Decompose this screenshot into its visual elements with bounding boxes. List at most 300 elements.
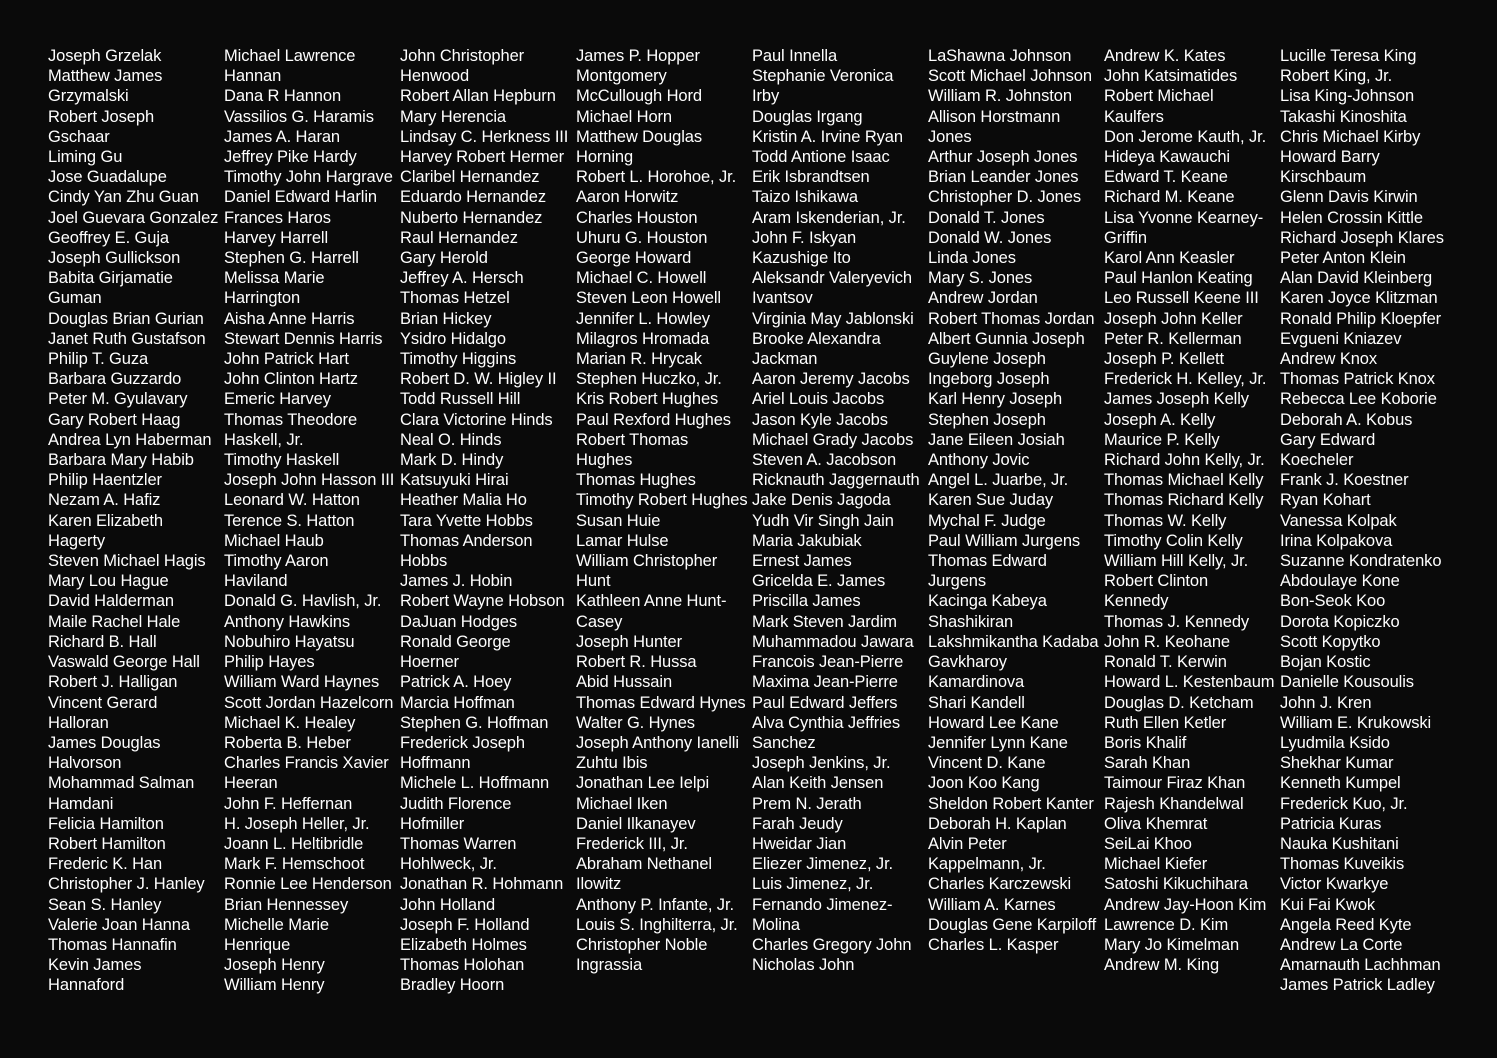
name-entry: Priscilla James	[752, 592, 861, 611]
name-entry: Marian R. Hrycak	[576, 350, 702, 369]
name-entry: Melissa Marie Harrington	[224, 269, 325, 308]
name-entry: Douglas Brian Gurian	[48, 309, 204, 328]
name-entry: William Henry	[224, 976, 325, 995]
name-entry: Victor Kwarkye	[1280, 875, 1389, 894]
name-entry: Paul William Jurgens	[928, 531, 1081, 550]
name-entry: Richard Joseph Klares	[1280, 228, 1444, 247]
name-entry: Thomas Hannafin	[48, 935, 177, 954]
name-column-2	[224, 46, 400, 996]
name-entry: Jane Eileen Josiah	[928, 430, 1065, 449]
name-entry: Stephanie Veronica Irby	[752, 67, 894, 106]
name-entry: Hideya Kawauchi	[1104, 148, 1230, 167]
name-entry: Thomas Theodore Haskell, Jr.	[224, 410, 358, 449]
name-entry: Bradley Hoorn	[400, 976, 505, 995]
name-entry: Kathleen Anne Hunt-Casey	[576, 592, 727, 631]
name-entry: Helen Crossin Kittle	[1280, 208, 1423, 227]
name-entry: Steven A. Jacobson	[752, 451, 897, 470]
name-entry: Brian Leander Jones	[928, 168, 1079, 187]
name-entry: Peter M. Gyulavary	[48, 390, 188, 409]
name-entry: Andrew Jay-Hoon Kim	[1104, 895, 1267, 914]
name-entry: Mary Jo Kimelman	[1104, 935, 1240, 954]
name-entry: Aaron Horwitz	[576, 188, 679, 207]
name-entry: Donald G. Havlish, Jr.	[224, 592, 382, 611]
name-entry: Ysidro Hidalgo	[400, 329, 506, 348]
name-entry: Albert Gunnia Joseph	[928, 329, 1085, 348]
name-column-5	[752, 46, 928, 975]
name-entry: Taimour Firaz Khan	[1104, 774, 1246, 793]
name-entry: Amarnauth Lachhman	[1280, 956, 1441, 975]
name-entry: John F. Iskyan	[752, 228, 857, 247]
name-entry: Robert D. W. Higley II	[400, 370, 557, 389]
name-entry: John J. Kren	[1280, 693, 1372, 712]
name-entry: Linda Jones	[928, 249, 1016, 268]
name-entry: Aisha Anne Harris	[224, 309, 355, 328]
name-entry: Karen Sue Juday	[928, 491, 1054, 510]
name-entry: Philip T. Guza	[48, 350, 149, 369]
name-entry: Guylene Joseph	[928, 350, 1046, 369]
name-entry: Mohammad Salman Hamdani	[48, 774, 195, 813]
name-entry: Gary Edward Koecheler	[1280, 430, 1376, 470]
name-entry: Abid Hussain	[576, 673, 673, 692]
name-entry: Ricknauth Jaggernauth	[752, 471, 920, 490]
name-entry: Chris Michael Kirby	[1280, 127, 1421, 146]
name-entry: Karen Joyce Klitzman	[1280, 289, 1438, 308]
name-entry: Mark F. Hemschoot	[224, 855, 365, 874]
name-entry: Raul Hernandez	[400, 228, 518, 247]
name-entry: Kazushige Ito	[752, 249, 851, 268]
name-entry: Joseph A. Kelly	[1104, 410, 1216, 429]
name-entry: Richard B. Hall	[48, 632, 157, 651]
name-entry: Todd Russell Hill	[400, 390, 521, 409]
name-entry: Michael K. Healey	[224, 713, 356, 732]
name-entry: Stephen G. Harrell	[224, 249, 359, 268]
name-entry: Aaron Jeremy Jacobs	[752, 370, 910, 389]
name-entry: Leonard W. Hatton	[224, 491, 360, 510]
name-entry: Harvey Robert Hermer	[400, 148, 564, 167]
name-entry: Valerie Joan Hanna	[48, 915, 190, 934]
name-entry: Thomas Michael Kelly	[1104, 471, 1264, 490]
name-entry: Arthur Joseph Jones	[928, 148, 1078, 167]
name-entry: Irina Kolpakova	[1280, 531, 1393, 550]
name-entry: Paul Innella	[752, 47, 838, 65]
name-entry: Mary Herencia	[400, 107, 506, 126]
name-column-6	[928, 46, 1104, 955]
name-entry: Michael Grady Jacobs	[752, 430, 914, 449]
name-entry: Roberta B. Heber	[224, 733, 351, 752]
name-column-4	[576, 46, 752, 975]
name-entry: Harvey Harrell	[224, 228, 329, 247]
name-entry: Joseph John Keller	[1104, 309, 1243, 328]
name-entry: Vincent Gerard Halloran	[48, 693, 158, 732]
name-entry: Oliva Khemrat	[1104, 814, 1208, 833]
name-entry: William Ward Haynes	[224, 673, 380, 692]
name-entry: Thomas Hetzel	[400, 289, 510, 308]
name-entry: Douglas D. Ketcham	[1104, 693, 1254, 712]
name-entry: Stephen Huczko, Jr.	[576, 370, 722, 389]
name-entry: Nobuhiro Hayatsu	[224, 632, 355, 651]
name-entry: Stephen Joseph	[928, 410, 1046, 429]
name-entry: Dana R Hannon	[224, 87, 342, 106]
name-entry: Ariel Louis Jacobs	[752, 390, 885, 409]
name-entry: LaShawna Johnson	[928, 47, 1072, 65]
name-entry: Shari Kandell	[928, 693, 1025, 712]
name-entry: Dorota Kopiczko	[1280, 612, 1400, 631]
name-entry: Anthony P. Infante, Jr.	[576, 895, 734, 914]
name-entry: Elizabeth Holmes	[400, 935, 527, 954]
name-entry: Christopher D. Jones	[928, 188, 1081, 207]
name-entry: John Christopher Henwood	[400, 47, 525, 86]
name-entry: Robert King, Jr.	[1280, 67, 1393, 86]
name-entry: John R. Keohane	[1104, 632, 1231, 651]
name-entry: Andrew M. King	[1104, 956, 1220, 975]
name-entry: Michael Lawrence Hannan	[224, 47, 356, 86]
name-entry: Ronald Philip Kloepfer	[1280, 309, 1442, 328]
name-entry: Thomas Hughes	[576, 471, 696, 490]
name-entry: Ronnie Lee Henderson	[224, 875, 392, 894]
name-entry: Kristin A. Irvine Ryan	[752, 127, 903, 146]
name-entry: Suzanne Kondratenko	[1280, 552, 1442, 571]
name-entry: Jose Guadalupe	[48, 168, 167, 187]
name-entry: Anthony Jovic	[928, 451, 1030, 470]
name-entry: Heather Malia Ho	[400, 491, 527, 510]
name-entry: Montgomery McCullough Hord	[576, 67, 702, 106]
name-entry: Peter R. Kellerman	[1104, 329, 1242, 348]
name-entry: Clara Victorine Hinds	[400, 410, 553, 429]
name-entry: Deborah H. Kaplan	[928, 814, 1067, 833]
name-entry: Angel L. Juarbe, Jr.	[928, 471, 1069, 490]
name-entry: Andrew Knox	[1280, 350, 1378, 369]
name-entry: Brian Hickey	[400, 309, 492, 328]
name-entry: Stewart Dennis Harris	[224, 329, 383, 348]
name-entry: John F. Heffernan	[224, 794, 353, 813]
name-entry: Timothy Aaron Haviland	[224, 552, 329, 591]
name-entry: Ronald T. Kerwin	[1104, 653, 1227, 672]
name-entry: Robert J. Halligan	[48, 673, 178, 692]
name-entry: Ryan Kohart	[1280, 491, 1371, 510]
name-entry: Marcia Hoffman	[400, 693, 515, 712]
name-entry: George Howard	[576, 249, 692, 268]
name-entry: Mary Lou Hague	[48, 572, 169, 591]
name-entry: Michele L. Hoffmann	[400, 774, 550, 793]
name-entry: Frederick III, Jr.	[576, 834, 688, 853]
name-entry: Todd Antione Isaac	[752, 148, 890, 167]
name-entry: Joseph P. Kellett	[1104, 350, 1224, 369]
name-entry: Claribel Hernandez	[400, 168, 540, 187]
name-entry: Lyudmila Ksido	[1280, 733, 1390, 752]
name-entry: Bojan Kostic	[1280, 653, 1371, 672]
name-entry: Philip Haentzler	[48, 471, 162, 490]
name-entry: Lisa King-Johnson	[1280, 87, 1415, 106]
name-entry: Charles Gregory John	[752, 935, 912, 954]
name-entry: Ronald George Hoerner	[400, 632, 511, 672]
name-entry: DaJuan Hodges	[400, 612, 518, 631]
name-entry: Prem N. Jerath	[752, 794, 862, 813]
name-column-1	[48, 46, 224, 996]
name-entry: Scott Jordan Hazelcorn	[224, 693, 394, 712]
name-entry: Boris Khalif	[1104, 733, 1187, 752]
name-entry: Charles Houston	[576, 208, 698, 227]
name-entry: Philip Hayes	[224, 653, 315, 672]
name-entry: Danielle Kousoulis	[1280, 673, 1414, 692]
name-entry: Paul Rexford Hughes	[576, 410, 731, 429]
name-entry: James P. Hopper	[576, 47, 700, 65]
name-entry: Hweidar Jian	[752, 834, 847, 853]
name-entry: Farah Jeudy	[752, 814, 843, 833]
name-entry: Felicia Hamilton	[48, 814, 164, 833]
name-entry: Gavkharoy Kamardinova	[928, 653, 1025, 692]
name-entry: Karol Ann Keasler	[1104, 249, 1235, 268]
name-entry: Allison Horstmann Jones	[928, 107, 1061, 146]
name-entry: Nuberto Hernandez	[400, 208, 543, 227]
name-column-7	[1104, 46, 1280, 975]
name-entry: Gricelda E. James	[752, 572, 886, 591]
name-entry: Thomas Kuveikis	[1280, 855, 1405, 874]
name-entry: Joseph Anthony Ianelli	[576, 733, 739, 752]
name-entry: Frederick H. Kelley, Jr.	[1104, 370, 1267, 389]
name-entry: Ruth Ellen Ketler	[1104, 713, 1227, 732]
name-entry: John Clinton Hartz	[224, 370, 358, 389]
name-entry: Andrew K. Kates	[1104, 47, 1226, 65]
name-entry: Geoffrey E. Guja	[48, 228, 169, 247]
name-entry: Muhammadou Jawara	[752, 632, 914, 651]
name-entry: Andrea Lyn Haberman	[48, 430, 212, 449]
name-column-8	[1280, 46, 1456, 996]
name-entry: Susan Huie	[576, 511, 661, 530]
name-entry: James Patrick Ladley	[1280, 976, 1435, 995]
name-entry: Ingeborg Joseph	[928, 370, 1050, 389]
name-entry: Patrick A. Hoey	[400, 673, 512, 692]
name-entry: Robert Clinton Kennedy	[1104, 572, 1209, 611]
name-entry: James Douglas Halvorson	[48, 733, 161, 773]
name-entry: William R. Johnston	[928, 87, 1072, 106]
name-entry: Michael Kiefer	[1104, 855, 1208, 874]
name-entry: Walter G. Hynes	[576, 713, 695, 732]
name-entry: Robert Allan Hepburn	[400, 87, 556, 106]
name-entry: Paul Edward Jeffers	[752, 693, 898, 712]
name-entry: Robert Thomas Hughes	[576, 430, 689, 470]
name-entry: Luis Jimenez, Jr.	[752, 875, 874, 894]
name-entry: William A. Karnes	[928, 895, 1056, 914]
name-entry: William E. Krukowski	[1280, 713, 1432, 732]
name-entry: Thomas Holohan	[400, 956, 525, 975]
name-entry: Joseph F. Holland	[400, 915, 530, 934]
name-entry: Douglas Gene Karpiloff	[928, 915, 1097, 934]
name-entry: Babita Girjamatie Guman	[48, 269, 173, 308]
name-entry: Virginia May Jablonski	[752, 309, 914, 328]
name-entry: John Holland	[400, 895, 496, 914]
name-entry: Christopher Noble Ingrassia	[576, 935, 708, 975]
name-entry: Uhuru G. Houston	[576, 228, 708, 247]
name-entry: Donald T. Jones	[928, 208, 1045, 227]
name-entry: Abraham Nethanel Ilowitz	[576, 855, 712, 894]
name-entry: Jonathan R. Hohmann	[400, 875, 564, 894]
name-column-3	[400, 46, 576, 996]
name-entry: Michael Haub	[224, 531, 324, 550]
name-entry: Satoshi Kikuchihara	[1104, 875, 1248, 894]
name-entry: Sarah Khan	[1104, 754, 1191, 773]
name-entry: Douglas Irgang	[752, 107, 863, 126]
name-entry: Lamar Hulse	[576, 531, 669, 550]
name-entry: Don Jerome Kauth, Jr.	[1104, 127, 1267, 146]
name-entry: Mark Steven Jardim	[752, 612, 897, 631]
name-entry: Thomas Patrick Knox	[1280, 370, 1435, 389]
name-entry: Jeffrey Pike Hardy	[224, 148, 357, 167]
name-entry: Donald W. Jones	[928, 228, 1052, 247]
name-entry: Kui Fai Kwok	[1280, 895, 1376, 914]
name-entry: William Christopher Hunt	[576, 552, 718, 591]
name-entry: Milagros Hromada	[576, 329, 710, 348]
name-entry: Jennifer L. Howley	[576, 309, 710, 328]
name-entry: Kevin James Hannaford	[48, 956, 142, 995]
name-entry: Lakshmikantha Kadaba	[928, 632, 1099, 651]
name-entry: Lawrence D. Kim	[1104, 915, 1229, 934]
name-entry: Jennifer Lynn Kane	[928, 733, 1068, 752]
name-entry: Judith Florence Hofmiller	[400, 794, 512, 833]
name-entry: Andrew La Corte	[1280, 935, 1403, 954]
name-entry: Joseph Grzelak	[48, 47, 162, 65]
name-entry: Cindy Yan Zhu Guan	[48, 188, 199, 207]
name-entry: Brian Hennessey	[224, 895, 349, 914]
name-entry: Nicholas John	[752, 956, 855, 975]
name-entry: Timothy John Hargrave	[224, 168, 393, 187]
name-entry: Andrew Jordan	[928, 289, 1038, 308]
name-entry: Michelle Marie Henrique	[224, 915, 329, 954]
name-entry: Richard John Kelly, Jr.	[1104, 451, 1265, 470]
name-entry: Shekhar Kumar	[1280, 754, 1394, 773]
name-entry: David Halderman	[48, 592, 174, 611]
name-entry: Emeric Harvey	[224, 390, 331, 409]
name-entry: Alan David Kleinberg	[1280, 269, 1433, 288]
name-entry: Gary Herold	[400, 249, 488, 268]
name-entry: Kris Robert Hughes	[576, 390, 719, 409]
name-entry: William Hill Kelly, Jr.	[1104, 552, 1249, 571]
name-entry: Francois Jean-Pierre	[752, 653, 904, 672]
name-entry: Charles L. Kasper	[928, 935, 1059, 954]
name-entry: Brooke Alexandra Jackman	[752, 329, 881, 369]
name-entry: Daniel Ilkanayev	[576, 814, 696, 833]
name-entry: Patricia Kuras	[1280, 814, 1382, 833]
name-entry: Joon Koo Kang	[928, 774, 1040, 793]
name-entry: Timothy Robert Hughes	[576, 491, 748, 510]
name-entry: Ernest James	[752, 552, 852, 571]
name-entry: Kacinga Kabeya Shashikiran	[928, 592, 1047, 631]
name-entry: Robert Joseph Gschaar	[48, 107, 155, 146]
name-entry: Jake Denis Jagoda	[752, 491, 891, 510]
name-entry: SeiLai Khoo	[1104, 834, 1192, 853]
name-entry: Aleksandr Valeryevich Ivantsov	[752, 269, 912, 308]
name-entry: Richard M. Keane	[1104, 188, 1235, 207]
name-entry: Mark D. Hindy	[400, 451, 504, 470]
name-entry: Karl Henry Joseph	[928, 390, 1063, 409]
name-entry: Sean S. Hanley	[48, 895, 162, 914]
name-entry: Howard Barry Kirschbaum	[1280, 148, 1380, 187]
name-entry: Joseph John Hasson III	[224, 471, 395, 490]
name-entry: Charles Karczewski	[928, 875, 1072, 894]
name-entry: Nauka Kushitani	[1280, 834, 1399, 853]
name-entry: Lucille Teresa King	[1280, 47, 1417, 65]
name-entry: Thomas Anderson Hobbs	[400, 531, 533, 571]
name-entry: James J. Hobin	[400, 572, 513, 591]
name-entry: Erik Isbrandtsen	[752, 168, 870, 187]
name-entry: Jason Kyle Jacobs	[752, 410, 888, 429]
name-entry: Stephen G. Hoffman	[400, 713, 549, 732]
name-entry: Peter Anton Klein	[1280, 249, 1406, 268]
name-entry: Christopher J. Hanley	[48, 875, 205, 894]
name-entry: Joann L. Heltibridle	[224, 834, 364, 853]
name-entry: Robert Thomas Jordan	[928, 309, 1095, 328]
name-entry: Scott Kopytko	[1280, 632, 1381, 651]
name-entry: Tara Yvette Hobbs	[400, 511, 533, 530]
name-entry: Vincent D. Kane	[928, 754, 1046, 773]
name-entry: Thomas W. Kelly	[1104, 511, 1227, 530]
name-entry: Gary Robert Haag	[48, 410, 181, 429]
name-entry: Abdoulaye Kone	[1280, 572, 1400, 591]
name-entry: James Joseph Kelly	[1104, 390, 1249, 409]
name-entry: Angela Reed Kyte	[1280, 915, 1412, 934]
name-entry: John Patrick Hart	[224, 350, 349, 369]
name-entry: Kenneth Kumpel	[1280, 774, 1401, 793]
name-entry: Edward T. Keane	[1104, 168, 1228, 187]
name-entry: Terence S. Hatton	[224, 511, 355, 530]
name-entry: Robert Wayne Hobson	[400, 592, 565, 611]
name-entry: Thomas Warren Hohlweck, Jr.	[400, 834, 517, 874]
name-entry: Vassilios G. Haramis	[224, 107, 374, 126]
name-entry: Rebecca Lee Koborie	[1280, 390, 1437, 409]
name-entry: Michael C. Howell	[576, 269, 707, 288]
name-entry: Jonathan Lee Ielpi	[576, 774, 710, 793]
name-entry: Rajesh Khandelwal	[1104, 794, 1244, 813]
name-entry: Scott Michael Johnson	[928, 67, 1092, 86]
name-entry: Lindsay C. Herkness III	[400, 127, 569, 146]
name-entry: Janet Ruth Gustafson	[48, 329, 206, 348]
name-entry: Joel Guevara Gonzalez	[48, 208, 219, 227]
name-entry: Alvin Peter Kappelmann, Jr.	[928, 834, 1046, 874]
name-entry: Thomas Edward Jurgens	[928, 552, 1047, 591]
name-entry: Howard L. Kestenbaum	[1104, 673, 1275, 692]
name-entry: Evgueni Kniazev	[1280, 329, 1402, 348]
name-entry: Glenn Davis Kirwin	[1280, 188, 1418, 207]
name-entry: Maile Rachel Hale	[48, 612, 181, 631]
name-entry: Fernando Jimenez-Molina	[752, 895, 893, 934]
name-entry: Frank J. Koestner	[1280, 471, 1409, 490]
name-entry: Takashi Kinoshita	[1280, 107, 1407, 126]
name-entry: H. Joseph Heller, Jr.	[224, 814, 370, 833]
name-entry: Karen Elizabeth Hagerty	[48, 511, 163, 550]
name-entry: Barbara Mary Habib	[48, 451, 194, 470]
name-entry: Maurice P. Kelly	[1104, 430, 1220, 449]
name-entry: Nezam A. Hafiz	[48, 491, 161, 510]
name-entry: Maria Jakubiak	[752, 531, 862, 550]
name-entry: Timothy Haskell	[224, 451, 340, 470]
name-entry: Frances Haros	[224, 208, 331, 227]
name-entry: Vaswald George Hall	[48, 653, 200, 672]
name-entry: Thomas Richard Kelly	[1104, 491, 1264, 510]
name-entry: Lisa Yvonne Kearney-Griffin	[1104, 208, 1264, 247]
name-entry: Liming Gu	[48, 148, 123, 167]
name-entry: Michael Iken	[576, 794, 668, 813]
name-entry: Deborah A. Kobus	[1280, 410, 1413, 429]
name-entry: Robert R. Hussa	[576, 653, 697, 672]
name-entry: Daniel Edward Harlin	[224, 188, 377, 207]
name-entry: Vanessa Kolpak	[1280, 511, 1397, 530]
name-entry: Leo Russell Keene III	[1104, 289, 1259, 308]
name-entry: Sheldon Robert Kanter	[928, 794, 1094, 813]
name-entry: Timothy Colin Kelly	[1104, 531, 1243, 550]
name-entry: Matthew James Grzymalski	[48, 67, 163, 106]
name-entry: Paul Hanlon Keating	[1104, 269, 1253, 288]
name-entry: James A. Haran	[224, 127, 340, 146]
name-entry: Jeffrey A. Hersch	[400, 269, 524, 288]
